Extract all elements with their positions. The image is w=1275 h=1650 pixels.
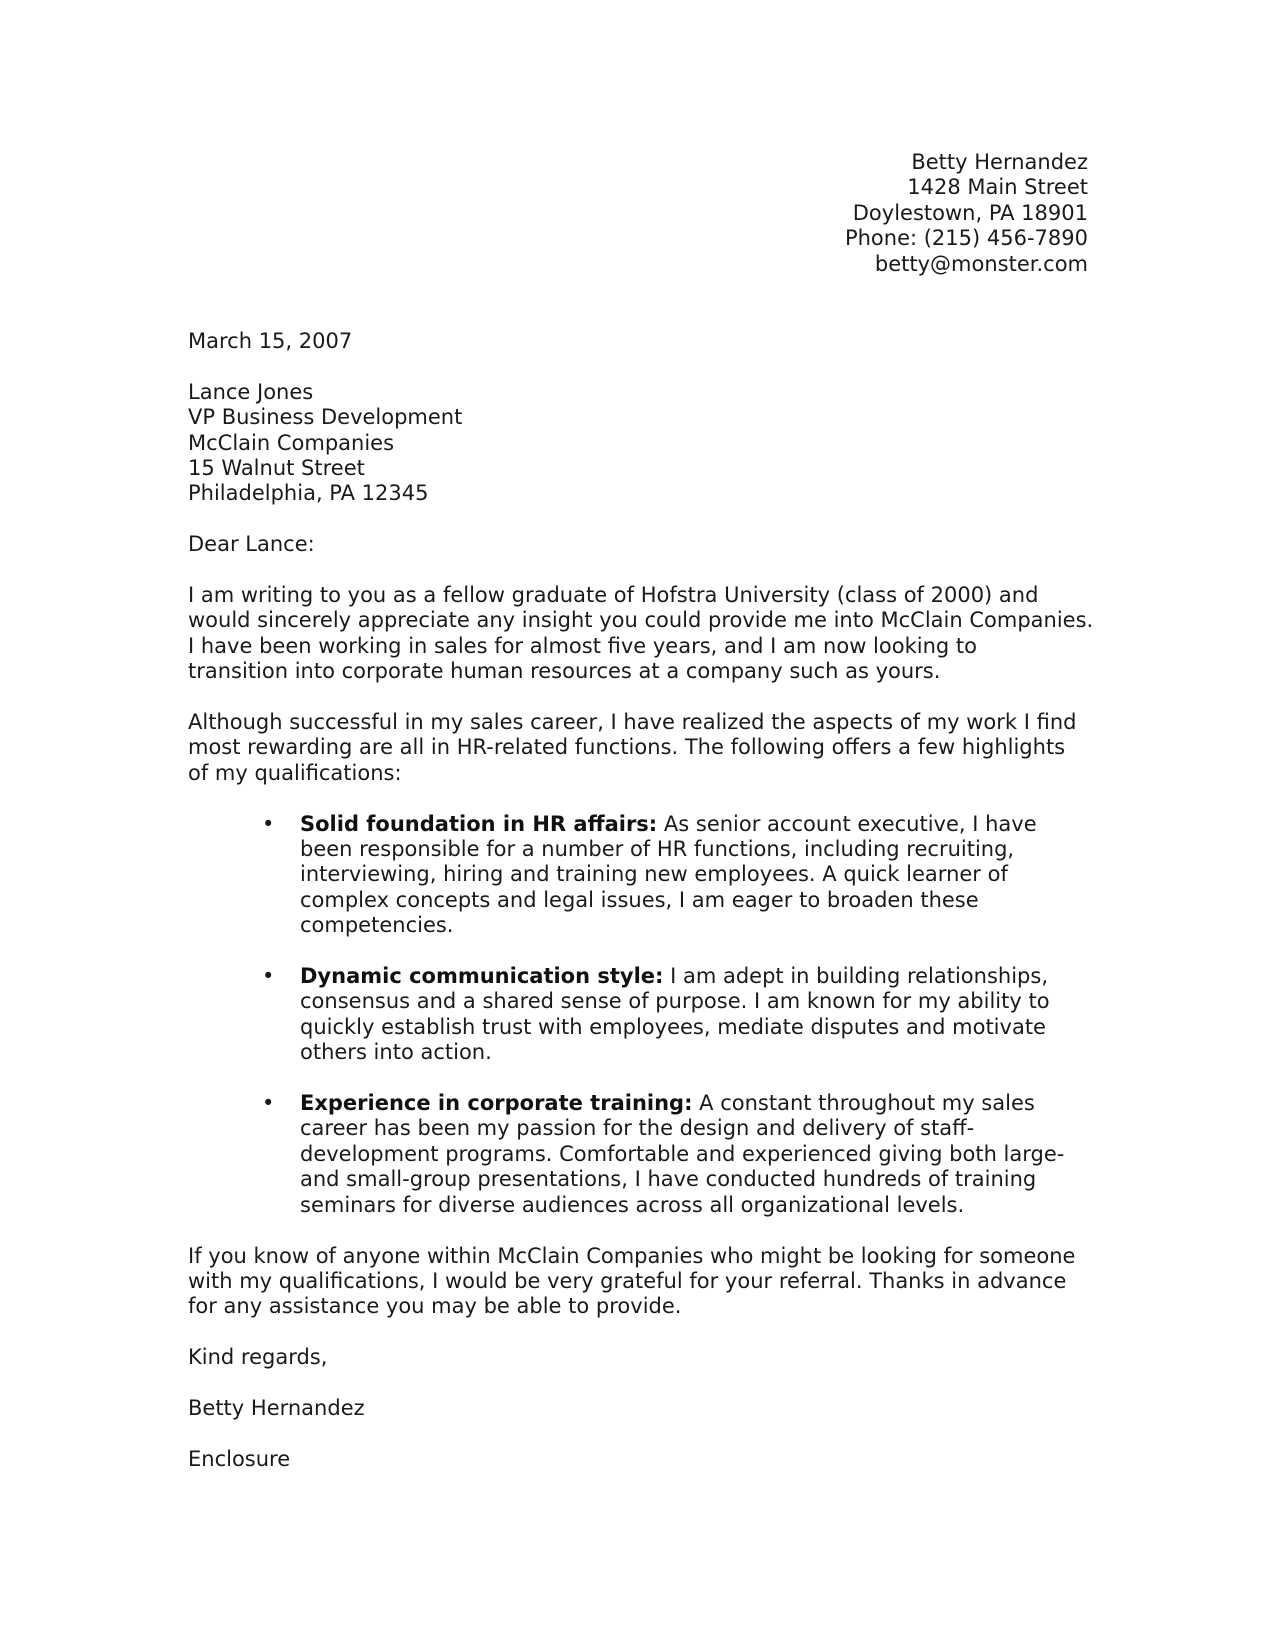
bullet-line: career has been my passion for the design and delivery of staff- — [300, 1116, 975, 1141]
paragraph-line: for any assistance you may be able to provide. — [188, 1294, 682, 1319]
paragraph-highlights-intro — [188, 710, 1098, 786]
bullet-icon: • — [262, 964, 275, 989]
sender-email: betty@monster.com — [874, 251, 1088, 276]
enclosure-note: Enclosure — [188, 1446, 291, 1471]
list-item — [188, 964, 1098, 1066]
paragraph-line: of my qualifications: — [188, 760, 402, 785]
paragraph-line: with my qualifications, I would be very grateful for your referral. Thanks in advance — [188, 1268, 1067, 1293]
list-item — [188, 1091, 1098, 1218]
sender-city: Doylestown, PA 18901 — [852, 200, 1088, 225]
letter-body — [188, 329, 1098, 1472]
paragraph-line: transition into corporate human resources at a company such as yours. — [188, 659, 941, 684]
bullet-line: interviewing, hiring and training new employees. A quick learner of — [300, 862, 1008, 887]
bullet-text: A constant throughout my sales — [692, 1091, 1035, 1116]
recipient-city: Philadelphia, PA 12345 — [188, 481, 429, 506]
bullet-line: complex concepts and legal issues, I am eager to broaden these — [300, 887, 979, 912]
bullet-heading: Experience in corporate training: — [300, 1091, 693, 1116]
paragraph-line: Although successful in my sales career, I have realized the aspects of my work I find — [188, 710, 1077, 735]
bullet-line: been responsible for a number of HR functions, including recruiting, — [300, 837, 1015, 862]
recipient-street: 15 Walnut Street — [188, 456, 365, 481]
sender-address-block — [845, 150, 1088, 277]
bullet-line: quickly establish trust with employees, mediate disputes and motivate — [300, 1014, 1046, 1039]
bullet-line: consensus and a shared sense of purpose. I am known for my ability to — [300, 989, 1050, 1014]
recipient-address-block — [188, 380, 1098, 507]
signature: Betty Hernandez — [188, 1395, 365, 1420]
recipient-title: VP Business Development — [188, 405, 463, 430]
salutation: Dear Lance: — [188, 532, 315, 557]
paragraph-line: I am writing to you as a fellow graduate of Hofstra University (class of 2000) and — [188, 583, 1039, 608]
sender-street: 1428 Main Street — [907, 175, 1088, 200]
recipient-company: McClain Companies — [188, 430, 395, 455]
paragraph-intro — [188, 583, 1098, 685]
closing: Kind regards, — [188, 1345, 328, 1370]
bullet-heading: Dynamic communication style: — [300, 964, 664, 989]
recipient-name: Lance Jones — [188, 379, 314, 404]
qualifications-list — [188, 812, 1098, 1218]
bullet-line: seminars for diverse audiences across all organizational levels. — [300, 1192, 965, 1217]
bullet-text: As senior account executive, I have — [657, 811, 1037, 836]
bullet-text: I am adept in building relationships, — [663, 964, 1048, 989]
paragraph-line: If you know of anyone within McClain Companies who might be looking for someone — [188, 1243, 1076, 1268]
bullet-heading: Solid foundation in HR affairs: — [300, 811, 658, 836]
bullet-icon: • — [262, 1091, 275, 1116]
bullet-line: and small-group presentations, I have conducted hundreds of training — [300, 1167, 1037, 1192]
sender-phone: Phone: (215) 456-7890 — [844, 226, 1088, 251]
sender-name: Betty Hernandez — [911, 150, 1088, 174]
letter-date: March 15, 2007 — [188, 329, 353, 353]
bullet-line: development programs. Comfortable and experienced giving both large- — [300, 1141, 1065, 1166]
bullet-line: competencies. — [300, 913, 454, 938]
list-item — [188, 812, 1098, 939]
bullet-icon: • — [262, 811, 275, 836]
paragraph-line: most rewarding are all in HR-related functions. The following offers a few highlights — [188, 735, 1066, 760]
bullet-line: others into action. — [300, 1040, 492, 1065]
paragraph-line: would sincerely appreciate any insight you could provide me into McClain Companies. — [188, 608, 1094, 633]
paragraph-line: I have been working in sales for almost five years, and I am now looking to — [188, 633, 977, 658]
paragraph-closing — [188, 1244, 1098, 1320]
